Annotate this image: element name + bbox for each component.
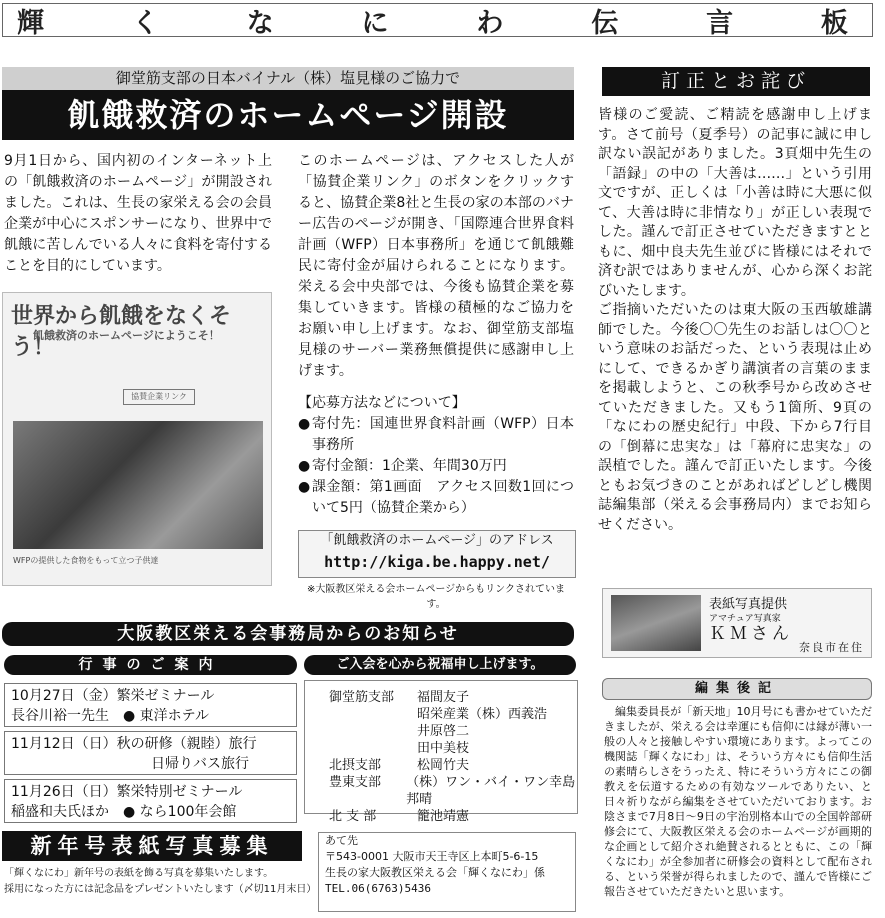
address-note: ※大阪教区栄える会ホームページからもリンクされています。 [307, 584, 565, 610]
masthead-char: な [246, 7, 274, 39]
correction-body: 皆様のご愛読、ご精読を感謝申し上げます。さて前号（夏季号）の記事に誠に申し訳ない誤記がありました。3頁畑中先生の「語録」の中の「大善は……」という引用文ですが、正しくは「小善は時に大悪に似て、大善は時に非情なり」が正しい表現でした。謹んで訂正させていただきますとともに、畑中良夫先生並びに皆様にはそれで済む訳ではありませんが、心から深くお詫びいたします。 ご指摘いただいたのは東大阪の玉西敏雄講師でした。今後〇〇先生のお話しは〇〇という意味のお話だった、という表現は止めにして、できるかぎり講演者の言葉のままを掲載しようと、この秋季号から改めさせていただきました。又もう1箇所、9頁の「なにわの歴史紀行」中段、下から7行目の「倒幕に忠実な」は「幕府に忠実な」の誤植でした。謹んで訂正いたします。今後ともお気づきのことがあればどしどし機関誌編集部（栄える会事務局内）までお知らせください。 [598, 107, 872, 533]
photo-link-button: 協賛企業リンク [123, 389, 195, 405]
photo-subtitle: 飢餓救済のホームページにようこそ！ [33, 329, 220, 342]
article-subhead: 御堂筋支部の日本バイナル（株）塩見様のご協力で [2, 67, 574, 90]
credit-place: 奈良市在住 [799, 641, 864, 654]
credit-role: アマチュア写真家 [709, 614, 781, 624]
masthead-char: 伝 [591, 7, 619, 39]
dest-address: 〒543-0001 大阪市天王寺区上本町5-6-15 [325, 850, 539, 863]
children-photo [13, 421, 263, 549]
event-date: 11月26日（日）繁栄特別ゼミナール [11, 784, 243, 800]
event-card [4, 683, 297, 727]
member-row: 井原啓二 [417, 724, 470, 739]
photo-credit [602, 588, 872, 658]
dest-label: あて先 [325, 834, 358, 847]
dest-tel: TEL.06(6763)5436 [325, 882, 431, 895]
masthead-char: 言 [706, 7, 734, 39]
masthead-char: 輝 [17, 7, 44, 39]
newyear-text: 「輝くなにわ」新年号の表紙を飾る写真を募集いたします。 採用になった方には記念品をプレゼントいたします（〆切11月末日） [4, 868, 317, 895]
apply-item: ● 課金額：第1画面 アクセス回数1回について5円（協賛企業から） [298, 479, 574, 516]
masthead [2, 3, 873, 37]
event-detail: 日帰りバス旅行 [151, 756, 249, 772]
correction-title: 訂正とお詫び [602, 67, 870, 96]
apply-section [298, 393, 574, 519]
masthead-char: に [361, 7, 389, 39]
dest-name: 生長の家大阪教区栄える会「輝くなにわ」係 [325, 866, 545, 879]
event-date: 10月27日（金）繁栄ゼミナール [11, 688, 215, 704]
member-row: 北摂支部 松岡竹夫 [329, 758, 470, 773]
photo-title: 世界から飢餓をなくそう！ [11, 304, 232, 360]
masthead-char: わ [476, 7, 504, 39]
credit-photo [611, 595, 701, 651]
article-col1: 9月1日から、国内初のインターネット上の「飢餓救済のホームページ」が開設されました。これは、生長の家栄える会の会員企業が中心にスポンサーになり、世界中で飢餓に苦しんでいる人々に食料を寄付することを目的にしています。 [4, 153, 272, 274]
address-url[interactable]: http://kiga.be.happy.net/ [324, 553, 550, 571]
photo-caption: WFPの提供した食物をもって立つ子供達 [13, 556, 159, 565]
website-screenshot-image [2, 292, 272, 586]
event-date: 11月12日（日）秋の研修（親睦）旅行 [11, 736, 257, 752]
member-row: 御堂筋支部 福間友子 [329, 690, 470, 705]
event-card [4, 731, 297, 775]
apply-title: 【応募方法などについて】 [298, 395, 466, 411]
article-col2: このホームページは、アクセスした人が「協賛企業リンク」のボタンをクリックすると、協賛企業8社と生長の家の本部のバナー広告のページが開き、「国際連合世界食料計画（WFP）日本事務所」を通じて飢餓難民に寄付金が届けられることになります。栄える会中央部では、今後も協賛企業を募集していきます。皆様の積極的なご協力をお願い申し上げます。なお、御堂筋支部塩見様のサーバー業務無償提供に感謝申し上げます。 [298, 153, 574, 379]
event-card [4, 779, 297, 823]
events-head: 行事のご案内 [4, 655, 297, 675]
masthead-char: く [131, 7, 159, 39]
article-headline: 飢餓救済のホームページ開設 [2, 90, 574, 140]
address-box [298, 530, 576, 578]
member-row: 豊東支部 （株）ワン・バイ・ワン幸島邦晴 [329, 775, 576, 807]
member-row: 北 支 部 籠池靖憲 [329, 809, 470, 824]
apply-item: ● 寄付先：国連世界食料計画（WFP）日本事務所 [298, 416, 574, 453]
masthead-char: 板 [820, 7, 848, 39]
event-detail: 稲盛和夫氏ほか ● なら100年会館 [11, 804, 237, 820]
newyear-destination [318, 832, 576, 912]
notice-banner: 大阪教区栄える会事務局からのお知らせ [2, 622, 574, 646]
address-label: 「飢餓救済のホームページ」のアドレス [320, 533, 554, 548]
apply-item: ● 寄付金額：1企業、年間30万円 [298, 458, 507, 474]
members-head: ご入会を心から祝福申し上げます。 [304, 655, 576, 675]
newyear-title: 新年号表紙写真募集 [2, 831, 302, 861]
members-box [304, 680, 578, 824]
credit-name: ＫＭさん [709, 624, 793, 644]
credit-label: 表紙写真提供 [709, 597, 788, 612]
member-row: 田中美枝 [417, 741, 470, 756]
editor-title: 編集後記 [602, 678, 872, 700]
member-row: 昭栄産業（株）西義浩 [417, 707, 548, 722]
editor-body: 編集委員長が「新天地」10月号にも書かせていただきましたが、栄える会は幸運にも信仰には縁が薄い一般の人々と接触しやすい環境にあります。よってこの機関誌「輝くなにわ」は、そういう方々にも信仰生活の素晴らしさをうったえ、特にそういう方々にこの御教えを伝道するための有効なツールでありたい、と日々祈りながら編集をさせていただいております。お陰さまで7月8日〜9日の宇治別格本山での全国幹部研修会にて、大阪教区栄える会のホームページが画期的な企画として紹介され絶賛されるとともに、この「輝くなにわ」が全参加者に研修会の資料として配布される、という栄誉が得られましたので、謹んで皆様にご報告させていただきたいと思います。 [604, 705, 872, 898]
event-detail: 長谷川裕一先生 ● 東洋ホテル [11, 708, 209, 724]
